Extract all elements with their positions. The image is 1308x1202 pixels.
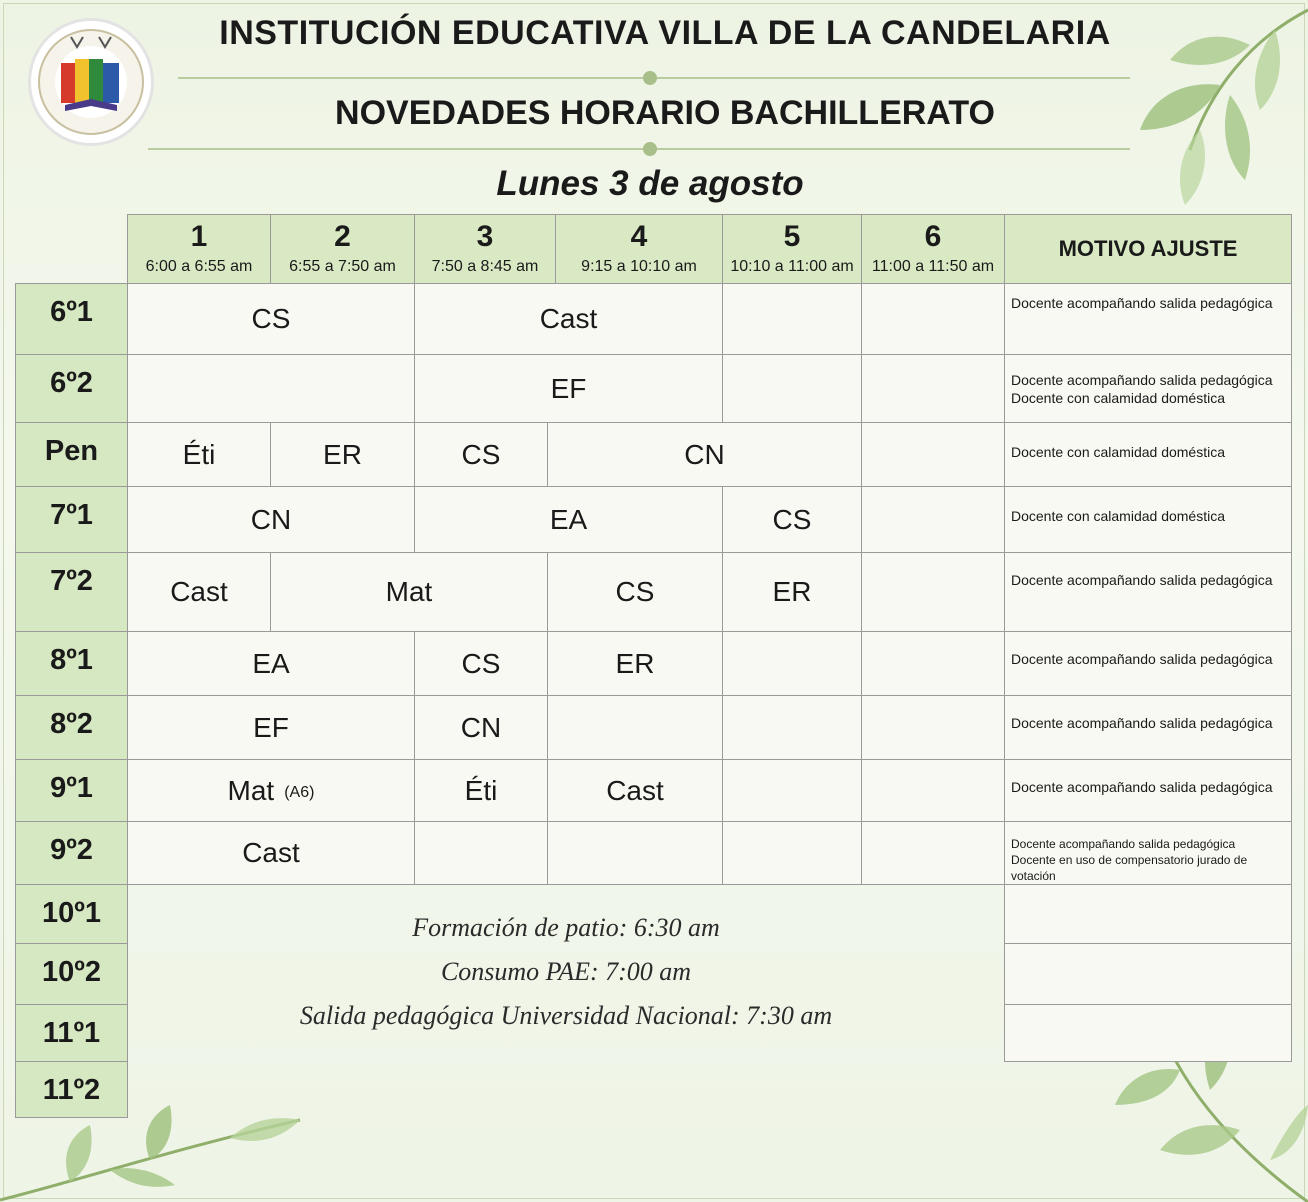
empty-cell	[722, 821, 862, 885]
group-label: Pen	[15, 422, 128, 487]
subject-cell: Cast	[547, 759, 723, 822]
motivo-cell	[1004, 821, 1292, 885]
empty-cell	[861, 695, 1005, 760]
page-subtitle: NOVEDADES HORARIO BACHILLERATO	[335, 94, 995, 132]
motivo-line: Docente con calamidad doméstica	[1011, 444, 1226, 460]
empty-motivo-cell	[1004, 943, 1292, 1005]
period-header-5	[722, 214, 862, 284]
motivo-cell	[1004, 422, 1292, 487]
school-name: INSTITUCIÓN EDUCATIVA VILLA DE LA CANDELARIA	[219, 14, 1111, 52]
period-time: 6:55 a 7:50 am	[289, 258, 396, 275]
note-salida-pedagogica: Salida pedagógica Universidad Nacional: 7:30 am	[299, 1001, 833, 1030]
period-header-4	[555, 214, 723, 284]
period-number: 6	[924, 220, 942, 253]
subject-cell	[127, 759, 415, 822]
motivo-line: Docente acompañando salida pedagógica	[1011, 295, 1273, 311]
subject-cell: ER	[547, 631, 723, 696]
note-consumo-pae: Consumo PAE: 7:00 am	[440, 957, 692, 986]
subject-cell: CS	[127, 283, 415, 355]
title-divider-dot	[643, 71, 657, 85]
subject-cell: CS	[414, 631, 548, 696]
empty-cell	[722, 695, 862, 760]
subject-cell: CN	[127, 486, 415, 553]
group-label: 10º1	[15, 884, 128, 944]
empty-cell	[722, 631, 862, 696]
empty-cell	[127, 354, 415, 423]
subject-label: Mat	[227, 774, 275, 806]
motivo-cell	[1004, 354, 1292, 423]
motivo-cell	[1004, 486, 1292, 553]
motivo-cell	[1004, 283, 1292, 355]
group-label: 9º1	[15, 759, 128, 822]
period-header-2	[270, 214, 415, 284]
motivo-line: Docente con calamidad doméstica	[1011, 508, 1226, 524]
period-header-1	[127, 214, 271, 284]
period-number: 1	[190, 220, 208, 253]
motivo-line: Docente acompañando salida pedagógica	[1011, 715, 1273, 731]
group-label: 7º2	[15, 552, 128, 632]
period-time: 6:00 a 6:55 am	[145, 258, 253, 275]
empty-cell	[722, 354, 862, 423]
period-time: 9:15 a 10:10 am	[581, 258, 697, 275]
empty-cell	[861, 631, 1005, 696]
empty-cell	[547, 821, 723, 885]
subject-cell: CN	[414, 695, 548, 760]
subject-cell: EA	[414, 486, 723, 553]
group-label: 6º1	[15, 283, 128, 355]
subtitle-divider	[148, 148, 1130, 150]
period-number: 2	[334, 220, 351, 253]
period-time: 7:50 a 8:45 am	[431, 258, 539, 275]
subject-cell: Cast	[127, 552, 271, 632]
motivo-line: Docente acompañando salida pedagógica	[1011, 837, 1236, 851]
motivo-cell	[1004, 759, 1292, 822]
period-time: 11:00 a 11:50 am	[871, 258, 995, 275]
motivo-line: Docente acompañando salida pedagógica	[1011, 651, 1273, 667]
period-number: 3	[476, 220, 494, 253]
subject-cell: EF	[414, 354, 723, 423]
subject-cell: Éti	[127, 422, 271, 487]
motivo-cell	[1004, 631, 1292, 696]
group-label: 11º2	[15, 1061, 128, 1118]
subject-cell: CN	[547, 422, 862, 487]
motivo-line: Docente con calamidad doméstica	[1011, 390, 1226, 406]
empty-motivo-cell	[1004, 884, 1292, 944]
motivo-cell	[1004, 695, 1292, 760]
note-formacion-patio: Formación de patio: 6:30 am	[412, 913, 720, 942]
empty-motivo-cell	[1004, 1004, 1292, 1062]
empty-cell	[861, 759, 1005, 822]
motivo-header: MOTIVO AJUSTE	[1004, 214, 1292, 284]
group-label: 11º1	[15, 1004, 128, 1062]
empty-cell	[722, 759, 862, 822]
period-header-3	[414, 214, 556, 284]
school-logo	[28, 18, 154, 146]
empty-cell	[414, 821, 548, 885]
empty-cell	[861, 821, 1005, 885]
period-number: 4	[630, 220, 648, 253]
period-header-6	[861, 214, 1005, 284]
empty-cell	[861, 422, 1005, 487]
subject-cell: Cast	[414, 283, 723, 355]
motivo-cell	[1004, 552, 1292, 632]
motivo-line: Docente en uso de compensatorio jurado de votación	[1011, 853, 1248, 883]
subject-cell: CS	[722, 486, 862, 553]
subject-cell: EF	[127, 695, 415, 760]
subject-cell: Mat	[270, 552, 548, 632]
group-label: 9º2	[15, 821, 128, 885]
subtitle-divider-dot	[643, 142, 657, 156]
schedule-date: Lunes 3 de agosto	[496, 164, 804, 203]
empty-cell	[861, 283, 1005, 355]
period-number: 5	[783, 220, 801, 253]
group-label: 7º1	[15, 486, 128, 553]
group-label: 8º2	[15, 695, 128, 760]
empty-cell	[547, 695, 723, 760]
motivo-line: Docente acompañando salida pedagógica	[1011, 372, 1273, 388]
subject-cell: CS	[414, 422, 548, 487]
empty-cell	[861, 552, 1005, 632]
motivo-line: Docente acompañando salida pedagógica	[1011, 572, 1273, 588]
empty-cell	[861, 486, 1005, 553]
group-label: 6º2	[15, 354, 128, 423]
subject-cell: EA	[127, 631, 415, 696]
subject-cell: ER	[270, 422, 415, 487]
motivo-line: Docente acompañando salida pedagógica	[1011, 779, 1273, 795]
empty-cell	[722, 283, 862, 355]
empty-cell	[861, 354, 1005, 423]
group-label: 8º1	[15, 631, 128, 696]
group-label: 10º2	[15, 943, 128, 1005]
subject-cell: Éti	[414, 759, 548, 822]
subject-cell: Cast	[127, 821, 415, 885]
subject-cell: ER	[722, 552, 862, 632]
classroom-label: (A6)	[284, 783, 315, 801]
period-time: 10:10 a 11:00 am	[730, 258, 854, 275]
subject-cell: CS	[547, 552, 723, 632]
